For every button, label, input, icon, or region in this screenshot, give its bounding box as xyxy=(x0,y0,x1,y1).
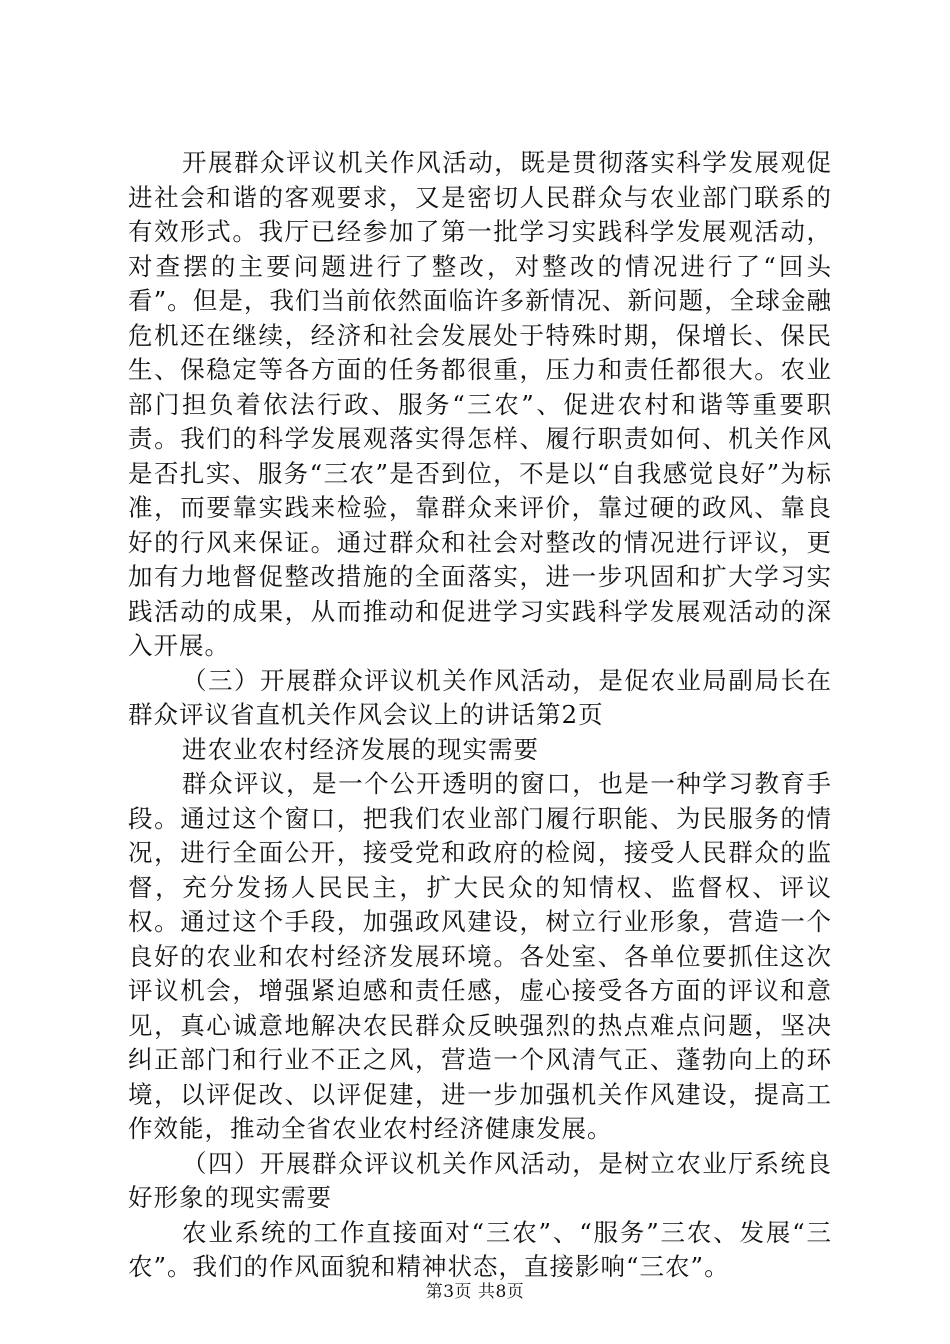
section-heading-four: （四）开展群众评议机关作风活动，是树立农业厅系统良好形象的现实需要 xyxy=(128,1148,832,1212)
document-body xyxy=(128,146,832,1285)
section-heading-three: （三）开展群众评议机关作风活动，是促农业局副局长在群众评议省直机关作风会议上的讲话第2页 xyxy=(128,665,832,729)
page-number-footer: 第3页 共8页 xyxy=(425,1282,525,1302)
paragraph-agriculture-system-work: 农业系统的工作直接面对“三农”、“服务”三农、发展“三农”。我们的作风面貌和精神状态，直接影响“三农”。 xyxy=(128,1217,832,1281)
paragraph-public-evaluation-window: 群众评议，是一个公开透明的窗口，也是一种学习教育手段。通过这个窗口，把我们农业部门履行职能、为民服务的情况，进行全面公开，接受党和政府的检阅，接受人民群众的监督，充分发扬人民民主，扩大民众的知情权、监督权、评议权。通过这个手段，加强政风建设，树立行业形象，营造一个良好的农业和农村经济发展环境。各处室、各单位要抓住这次评议机会，增强紧迫感和责任感，虚心接受各方面的评议和意见，真心诚意地解决农民群众反映强烈的热点难点问题，坚决纠正部门和行业不正之风，营造一个风清气正、蓬勃向上的环境，以评促改、以评促建，进一步加强机关作风建设，提高工作效能，推动全省农业农村经济健康发展。 xyxy=(128,769,832,1143)
paragraph-importance-of-evaluation: 开展群众评议机关作风活动，既是贯彻落实科学发展观促进社会和谐的客观要求，又是密切人民群众与农业部门联系的有效形式。我厅已经参加了第一批学习实践科学发展观活动，对查摆的主要问题进行了整改，对整改的情况进行了“回头看”。但是，我们当前依然面临许多新情况、新问题，全球金融危机还在继续，经济和社会发展处于特殊时期，保增长、保民生、保稳定等各方面的任务都很重，压力和责任都很大。农业部门担负着依法行政、服务“三农”、促进农村和谐等重要职责。我们的科学发展观落实得怎样、履行职责如何、机关作风是否扎实、服务“三农”是否到位，不是以“自我感觉良好”为标准，而要靠实践来检验，靠群众来评价，靠过硬的政风、靠良好的行风来保证。通过群众和社会对整改的情况进行评议，更加有力地督促整改措施的全面落实，进一步巩固和扩大学习实践活动的成果，从而推动和促进学习实践科学发展观活动的深入开展。 xyxy=(128,148,832,660)
section-heading-three-continued: 进农业农村经济发展的现实需要 xyxy=(182,734,539,764)
